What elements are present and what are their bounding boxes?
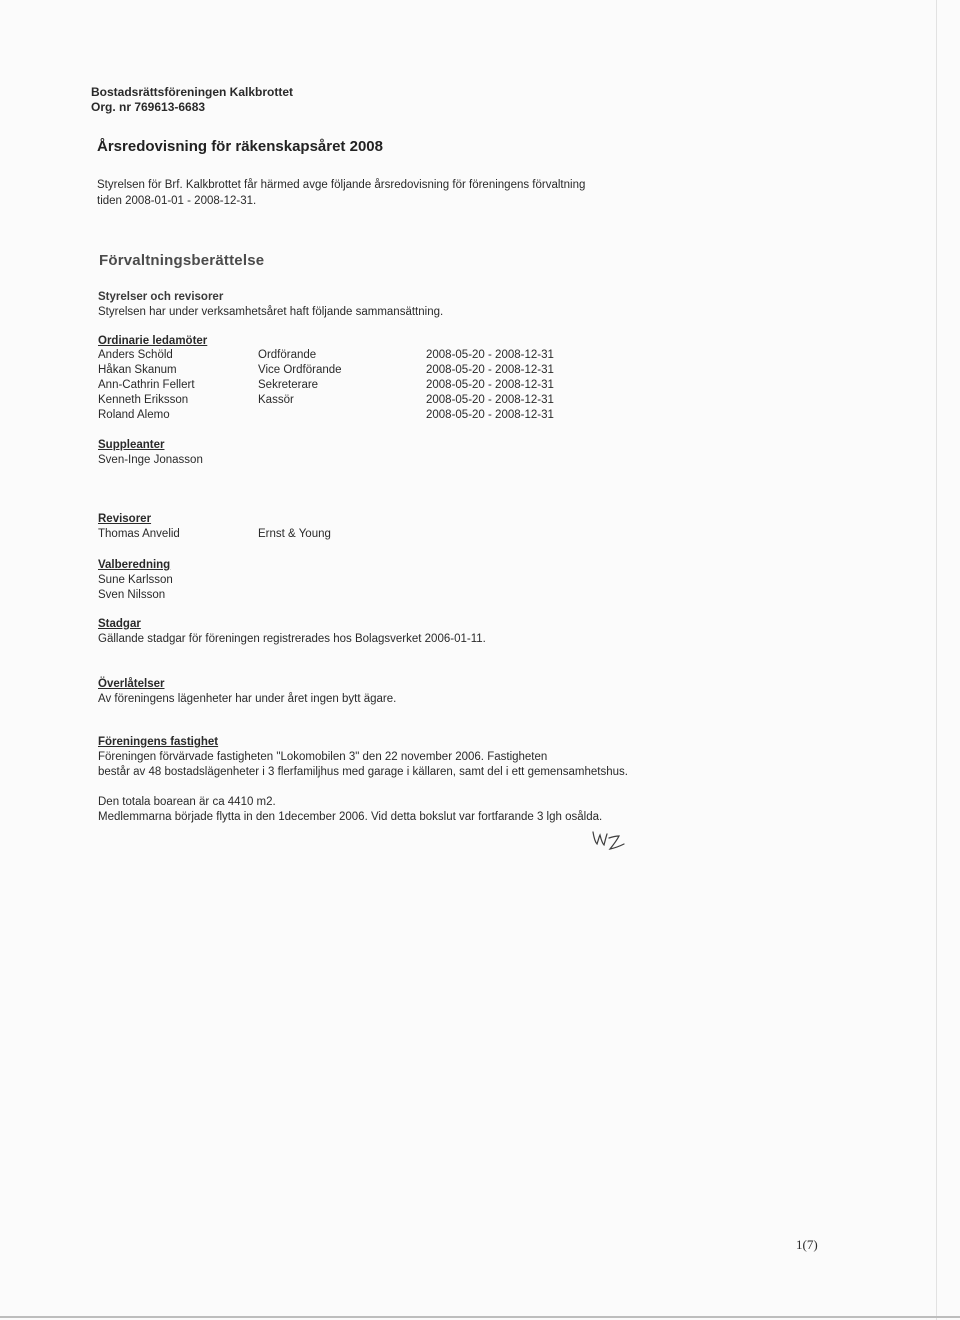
overlatelser-text: Av föreningens lägenheter har under året ingen bytt ägare. [98,693,397,705]
member-period: 2008-05-20 - 2008-12-31 [426,364,554,376]
member-role: Ordförande [258,349,317,361]
revisorer-heading: Revisorer [98,513,152,525]
page-right-edge [936,0,937,1320]
member-row [0,408,960,423]
member-role: Vice Ordförande [258,364,342,376]
member-name: Kenneth Eriksson [98,394,189,406]
member-row [0,393,960,408]
member-role: Kassör [258,394,294,406]
suppleanter-heading: Suppleanter [98,439,165,451]
valberedning-member: Sune Karlsson [98,574,173,586]
stadgar-text: Gällande stadgar för föreningen registrerades hos Bolagsverket 2006-01-11. [98,633,486,645]
document-title: Årsredovisning för räkenskapsåret 2008 [97,138,383,155]
valberedning-member: Sven Nilsson [98,589,166,601]
org-name: Bostadsrättsföreningen Kalkbrottet [91,85,294,99]
org-number: Org. nr 769613-6683 [91,100,206,114]
fastighet-line-2: består av 48 bostadslägenheter i 3 flerfamiljhus med garage i källaren, samt del i ett gemensamhetshus. [98,766,628,778]
member-row [0,348,960,363]
board-heading: Styrelser och revisorer [98,291,224,303]
fastighet-heading: Föreningens fastighet [98,736,219,748]
fastighet-line-4: Medlemmarna började flytta in den 1december 2006. Vid detta bokslut var fortfarande 3 lgh osålda. [98,811,603,823]
handwritten-initials [590,826,630,854]
member-period: 2008-05-20 - 2008-12-31 [426,379,554,391]
revisor-firm: Ernst & Young [258,528,331,540]
overlatelser-heading: Överlåtelser [98,678,165,690]
member-name: Roland Alemo [98,409,170,421]
intro-line-2: tiden 2008-01-01 - 2008-12-31. [97,195,257,207]
fastighet-line-3: Den totala boarean är ca 4410 m2. [98,796,276,808]
page-bottom-edge [0,1316,960,1318]
intro-line-1: Styrelsen för Brf. Kalkbrottet får härmed avge följande årsredovisning för föreningens förvaltning [97,179,586,191]
member-name: Anders Schöld [98,349,173,361]
revisor-name: Thomas Anvelid [98,528,180,540]
member-row [0,363,960,378]
member-period: 2008-05-20 - 2008-12-31 [426,349,554,361]
ordinarie-heading: Ordinarie ledamöter [98,335,208,347]
stadgar-heading: Stadgar [98,618,141,630]
suppleant-name: Sven-Inge Jonasson [98,454,203,466]
section-heading: Förvaltningsberättelse [99,252,265,269]
board-text: Styrelsen har under verksamhetsåret haft följande sammansättning. [98,306,444,318]
member-name: Ann-Cathrin Fellert [98,379,195,391]
member-role: Sekreterare [258,379,319,391]
member-period: 2008-05-20 - 2008-12-31 [426,409,554,421]
fastighet-line-1: Föreningen förvärvade fastigheten "Lokomobilen 3" den 22 november 2006. Fastigheten [98,751,548,763]
member-period: 2008-05-20 - 2008-12-31 [426,394,554,406]
member-row [0,378,960,393]
valberedning-heading: Valberedning [98,559,171,571]
member-name: Håkan Skanum [98,364,177,376]
page-number: 1(7) [796,1237,818,1252]
